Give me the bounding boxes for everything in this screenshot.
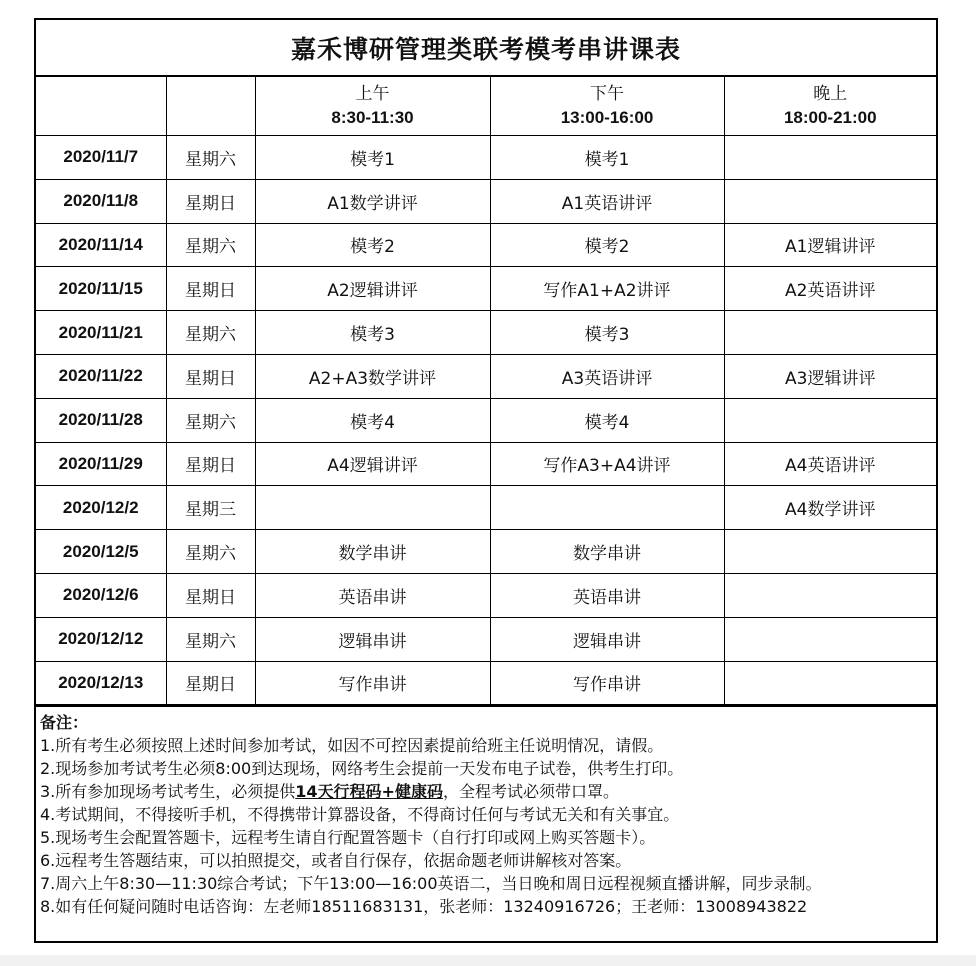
date-cell: 2020/11/8: [36, 179, 166, 223]
table-row: [36, 136, 936, 180]
morning-cell: 模考2: [255, 223, 490, 267]
date-cell: 2020/11/15: [36, 267, 166, 311]
date-cell: 2020/11/29: [36, 442, 166, 486]
afternoon-cell: A3英语讲评: [490, 354, 724, 398]
header-evening-time: 18:00-21:00: [783, 108, 877, 127]
schedule-document: [34, 18, 938, 943]
table-row: [36, 661, 936, 705]
evening-cell: A4数学讲评: [724, 486, 936, 530]
note-3-end: ，全程考试必须带口罩。: [442, 782, 619, 802]
table-row: [36, 179, 936, 223]
table-row: [36, 398, 936, 442]
morning-cell: 模考3: [255, 311, 490, 355]
morning-cell: A2逻辑讲评: [255, 267, 490, 311]
weekday-cell: 星期六: [166, 223, 255, 267]
morning-cell: 写作串讲: [255, 661, 490, 705]
date-cell: 2020/12/5: [36, 530, 166, 574]
afternoon-cell: 数学串讲: [490, 530, 724, 574]
weekday-cell: 星期日: [166, 442, 255, 486]
weekday-cell: 星期六: [166, 136, 255, 180]
weekday-cell: 星期六: [166, 311, 255, 355]
table-row: [36, 267, 936, 311]
weekday-cell: 星期日: [166, 573, 255, 617]
evening-cell: A1逻辑讲评: [724, 223, 936, 267]
header-evening: [724, 77, 936, 136]
afternoon-cell: [490, 486, 724, 530]
morning-cell: A1数学讲评: [255, 179, 490, 223]
morning-cell: [255, 486, 490, 530]
weekday-cell: 星期三: [166, 486, 255, 530]
header-morning-time: 8:30-11:30: [331, 108, 414, 127]
table-row: [36, 530, 936, 574]
note-1: 1.所有考生必须按照上述时间参加考试，如因不可控因素提前给班主任说明情况，请假。: [40, 736, 664, 756]
note-3-highlight: 14天行程码+健康码: [295, 782, 443, 802]
header-date: [36, 77, 166, 136]
weekday-cell: 星期日: [166, 661, 255, 705]
weekday-cell: 星期六: [166, 617, 255, 661]
date-cell: 2020/12/6: [36, 573, 166, 617]
header-afternoon-time: 13:00-16:00: [560, 108, 654, 127]
evening-cell: [724, 311, 936, 355]
table-row: [36, 442, 936, 486]
date-cell: 2020/12/12: [36, 617, 166, 661]
morning-cell: 模考4: [255, 398, 490, 442]
note-6: 6.远程考生答题结束，可以拍照提交，或者自行保存，依据命题老师讲解核对答案。: [40, 851, 632, 871]
notes-section: [36, 705, 936, 918]
header-afternoon: [490, 77, 724, 136]
date-cell: 2020/11/22: [36, 354, 166, 398]
evening-cell: A4英语讲评: [724, 442, 936, 486]
weekday-cell: 星期六: [166, 530, 255, 574]
evening-cell: A2英语讲评: [724, 267, 936, 311]
date-cell: 2020/12/2: [36, 486, 166, 530]
date-cell: 2020/11/14: [36, 223, 166, 267]
afternoon-cell: 写作A1+A2讲评: [490, 267, 724, 311]
header-morning-label: 上午: [355, 84, 390, 104]
header-weekday: [166, 77, 255, 136]
table-row: [36, 354, 936, 398]
afternoon-cell: A1英语讲评: [490, 179, 724, 223]
notes-heading: 备注：: [40, 713, 89, 733]
note-5: 5.现场考生会配置答题卡，远程考生请自行配置答题卡（自行打印或网上购买答题卡）。: [40, 828, 656, 848]
note-2: 2.现场参加考试考生必须8:00到达现场，网络考生会提前一天发布电子试卷，供考生打印。: [40, 759, 684, 779]
header-afternoon-label: 下午: [590, 84, 624, 104]
note-7: 7.周六上午8:30—11:30综合考试；下午13:00—16:00英语二，当日晚和周日远程视频直播讲解，同步录制。: [40, 874, 822, 894]
morning-cell: A2+A3数学讲评: [255, 354, 490, 398]
evening-cell: [724, 573, 936, 617]
schedule-table: [36, 77, 936, 705]
evening-cell: [724, 136, 936, 180]
afternoon-cell: 英语串讲: [490, 573, 724, 617]
table-row: [36, 486, 936, 530]
date-cell: 2020/11/28: [36, 398, 166, 442]
page-title: 嘉禾博研管理类联考模考串讲课表: [36, 20, 936, 77]
note-4: 4.考试期间，不得接听手机，不得携带计算器设备，不得商讨任何与考试无关和有关事宜。: [40, 805, 680, 825]
afternoon-cell: 模考1: [490, 136, 724, 180]
afternoon-cell: 模考2: [490, 223, 724, 267]
table-row: [36, 573, 936, 617]
bottom-strip: [0, 955, 976, 966]
afternoon-cell: 逻辑串讲: [490, 617, 724, 661]
evening-cell: A3逻辑讲评: [724, 354, 936, 398]
table-row: [36, 223, 936, 267]
weekday-cell: 星期日: [166, 267, 255, 311]
morning-cell: 数学串讲: [255, 530, 490, 574]
date-cell: 2020/12/13: [36, 661, 166, 705]
date-cell: 2020/11/7: [36, 136, 166, 180]
evening-cell: [724, 398, 936, 442]
evening-cell: [724, 661, 936, 705]
table-row: [36, 311, 936, 355]
weekday-cell: 星期日: [166, 354, 255, 398]
note-8: 8.如有任何疑问随时电话咨询：左老师18511683131，张老师：13240916726；王老师：13008943822: [40, 897, 808, 917]
afternoon-cell: 写作A3+A4讲评: [490, 442, 724, 486]
morning-cell: A4逻辑讲评: [255, 442, 490, 486]
evening-cell: [724, 179, 936, 223]
note-3: [40, 780, 932, 803]
header-evening-label: 晚上: [813, 84, 848, 104]
evening-cell: [724, 617, 936, 661]
afternoon-cell: 模考3: [490, 311, 724, 355]
morning-cell: 模考1: [255, 136, 490, 180]
afternoon-cell: 模考4: [490, 398, 724, 442]
morning-cell: 逻辑串讲: [255, 617, 490, 661]
morning-cell: 英语串讲: [255, 573, 490, 617]
date-cell: 2020/11/21: [36, 311, 166, 355]
table-row: [36, 617, 936, 661]
header-morning: [255, 77, 490, 136]
weekday-cell: 星期六: [166, 398, 255, 442]
note-3-start: 3.所有参加现场考试考生，必须提供: [40, 782, 296, 802]
evening-cell: [724, 530, 936, 574]
table-header-row: [36, 77, 936, 136]
afternoon-cell: 写作串讲: [490, 661, 724, 705]
weekday-cell: 星期日: [166, 179, 255, 223]
